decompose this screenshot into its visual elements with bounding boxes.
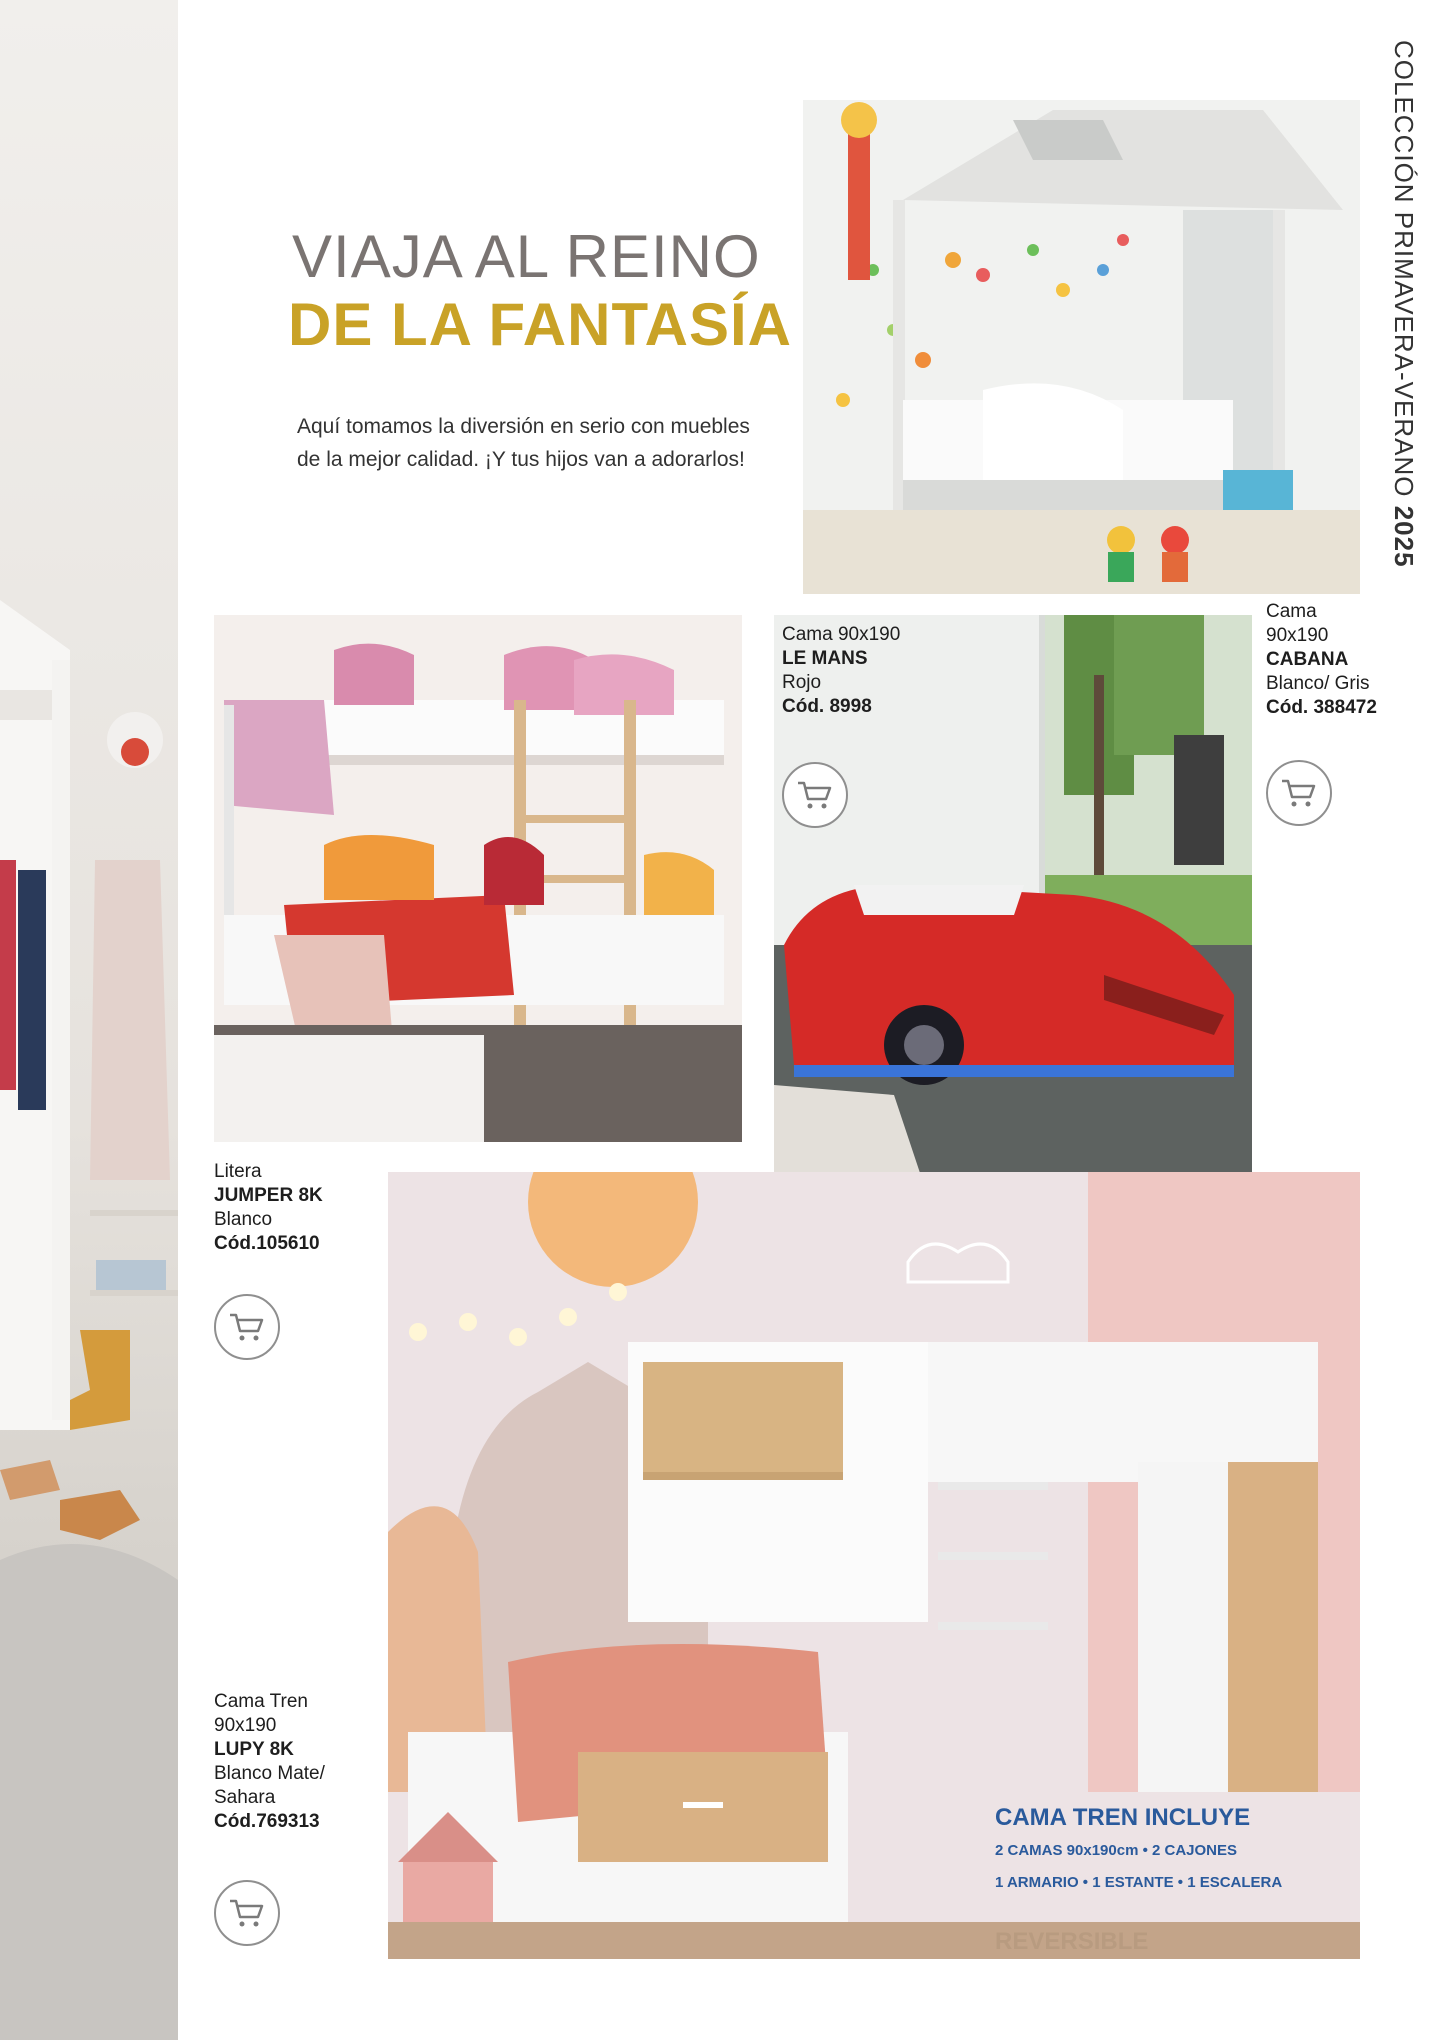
shopping-cart-icon bbox=[1280, 777, 1318, 809]
page-title-line2: DE LA FANTASÍA bbox=[288, 291, 792, 358]
intro-text: Aquí tomamos la diversión en serio con muebles de la mejor calidad. ¡Y tus hijos van a adorarlos! bbox=[297, 415, 750, 471]
train-includes-title: CAMA TREN INCLUYE bbox=[995, 1804, 1251, 1831]
train-includes-line1: 2 CAMAS 90x190cm • 2 CAJONES bbox=[995, 1842, 1238, 1859]
lemans-color: Rojo bbox=[782, 672, 822, 693]
lupy-type: Cama Tren bbox=[214, 1691, 308, 1712]
jumper-code: Cód.105610 bbox=[214, 1233, 320, 1254]
jumper-bunk-photo bbox=[214, 615, 742, 1142]
lupy-train-bed-photo bbox=[388, 1172, 1360, 1959]
jumper-caption bbox=[214, 1160, 323, 1256]
lemans-name: LE MANS bbox=[782, 648, 868, 669]
shopping-cart-icon bbox=[228, 1311, 266, 1343]
side-label-year: 2025 bbox=[1389, 505, 1419, 568]
cabana-size: 90x190 bbox=[1266, 625, 1329, 646]
lupy-color2: Sahara bbox=[214, 1787, 276, 1808]
left-room-photo bbox=[0, 0, 178, 2040]
page-title-line1: VIAJA AL REINO bbox=[292, 223, 761, 290]
shopping-cart-icon bbox=[796, 779, 834, 811]
cabana-caption bbox=[1266, 600, 1377, 720]
jumper-color: Blanco bbox=[214, 1209, 273, 1230]
reversible-label: REVERSIBLE bbox=[995, 1928, 1149, 1955]
collection-side-label bbox=[1383, 40, 1423, 600]
lupy-size: 90x190 bbox=[214, 1715, 277, 1736]
cabana-bed-photo bbox=[803, 100, 1360, 594]
cabana-color: Blanco/ Gris bbox=[1266, 673, 1370, 694]
lupy-code: Cód.769313 bbox=[214, 1811, 320, 1832]
shopping-cart-icon bbox=[228, 1897, 266, 1929]
cabana-code: Cód. 388472 bbox=[1266, 697, 1377, 718]
lemans-caption bbox=[782, 623, 900, 719]
side-label-text: COLECCIÓN PRIMAVERA-VERANO bbox=[1389, 40, 1419, 506]
lupy-color: Blanco Mate/ bbox=[214, 1763, 325, 1784]
lupy-caption bbox=[214, 1690, 325, 1834]
jumper-name: JUMPER 8K bbox=[214, 1185, 323, 1206]
jumper-cart-button[interactable] bbox=[214, 1294, 280, 1360]
lemans-type: Cama 90x190 bbox=[782, 624, 901, 645]
train-includes-line2: 1 ARMARIO • 1 ESTANTE • 1 ESCALERA bbox=[995, 1874, 1283, 1891]
lupy-name: LUPY 8K bbox=[214, 1739, 294, 1760]
lemans-code: Cód. 8998 bbox=[782, 696, 872, 717]
cabana-name: CABANA bbox=[1266, 649, 1349, 670]
lemans-cart-button[interactable] bbox=[782, 762, 848, 828]
cabana-type: Cama bbox=[1266, 601, 1317, 622]
jumper-type: Litera bbox=[214, 1161, 262, 1182]
lupy-cart-button[interactable] bbox=[214, 1880, 280, 1946]
cabana-cart-button[interactable] bbox=[1266, 760, 1332, 826]
